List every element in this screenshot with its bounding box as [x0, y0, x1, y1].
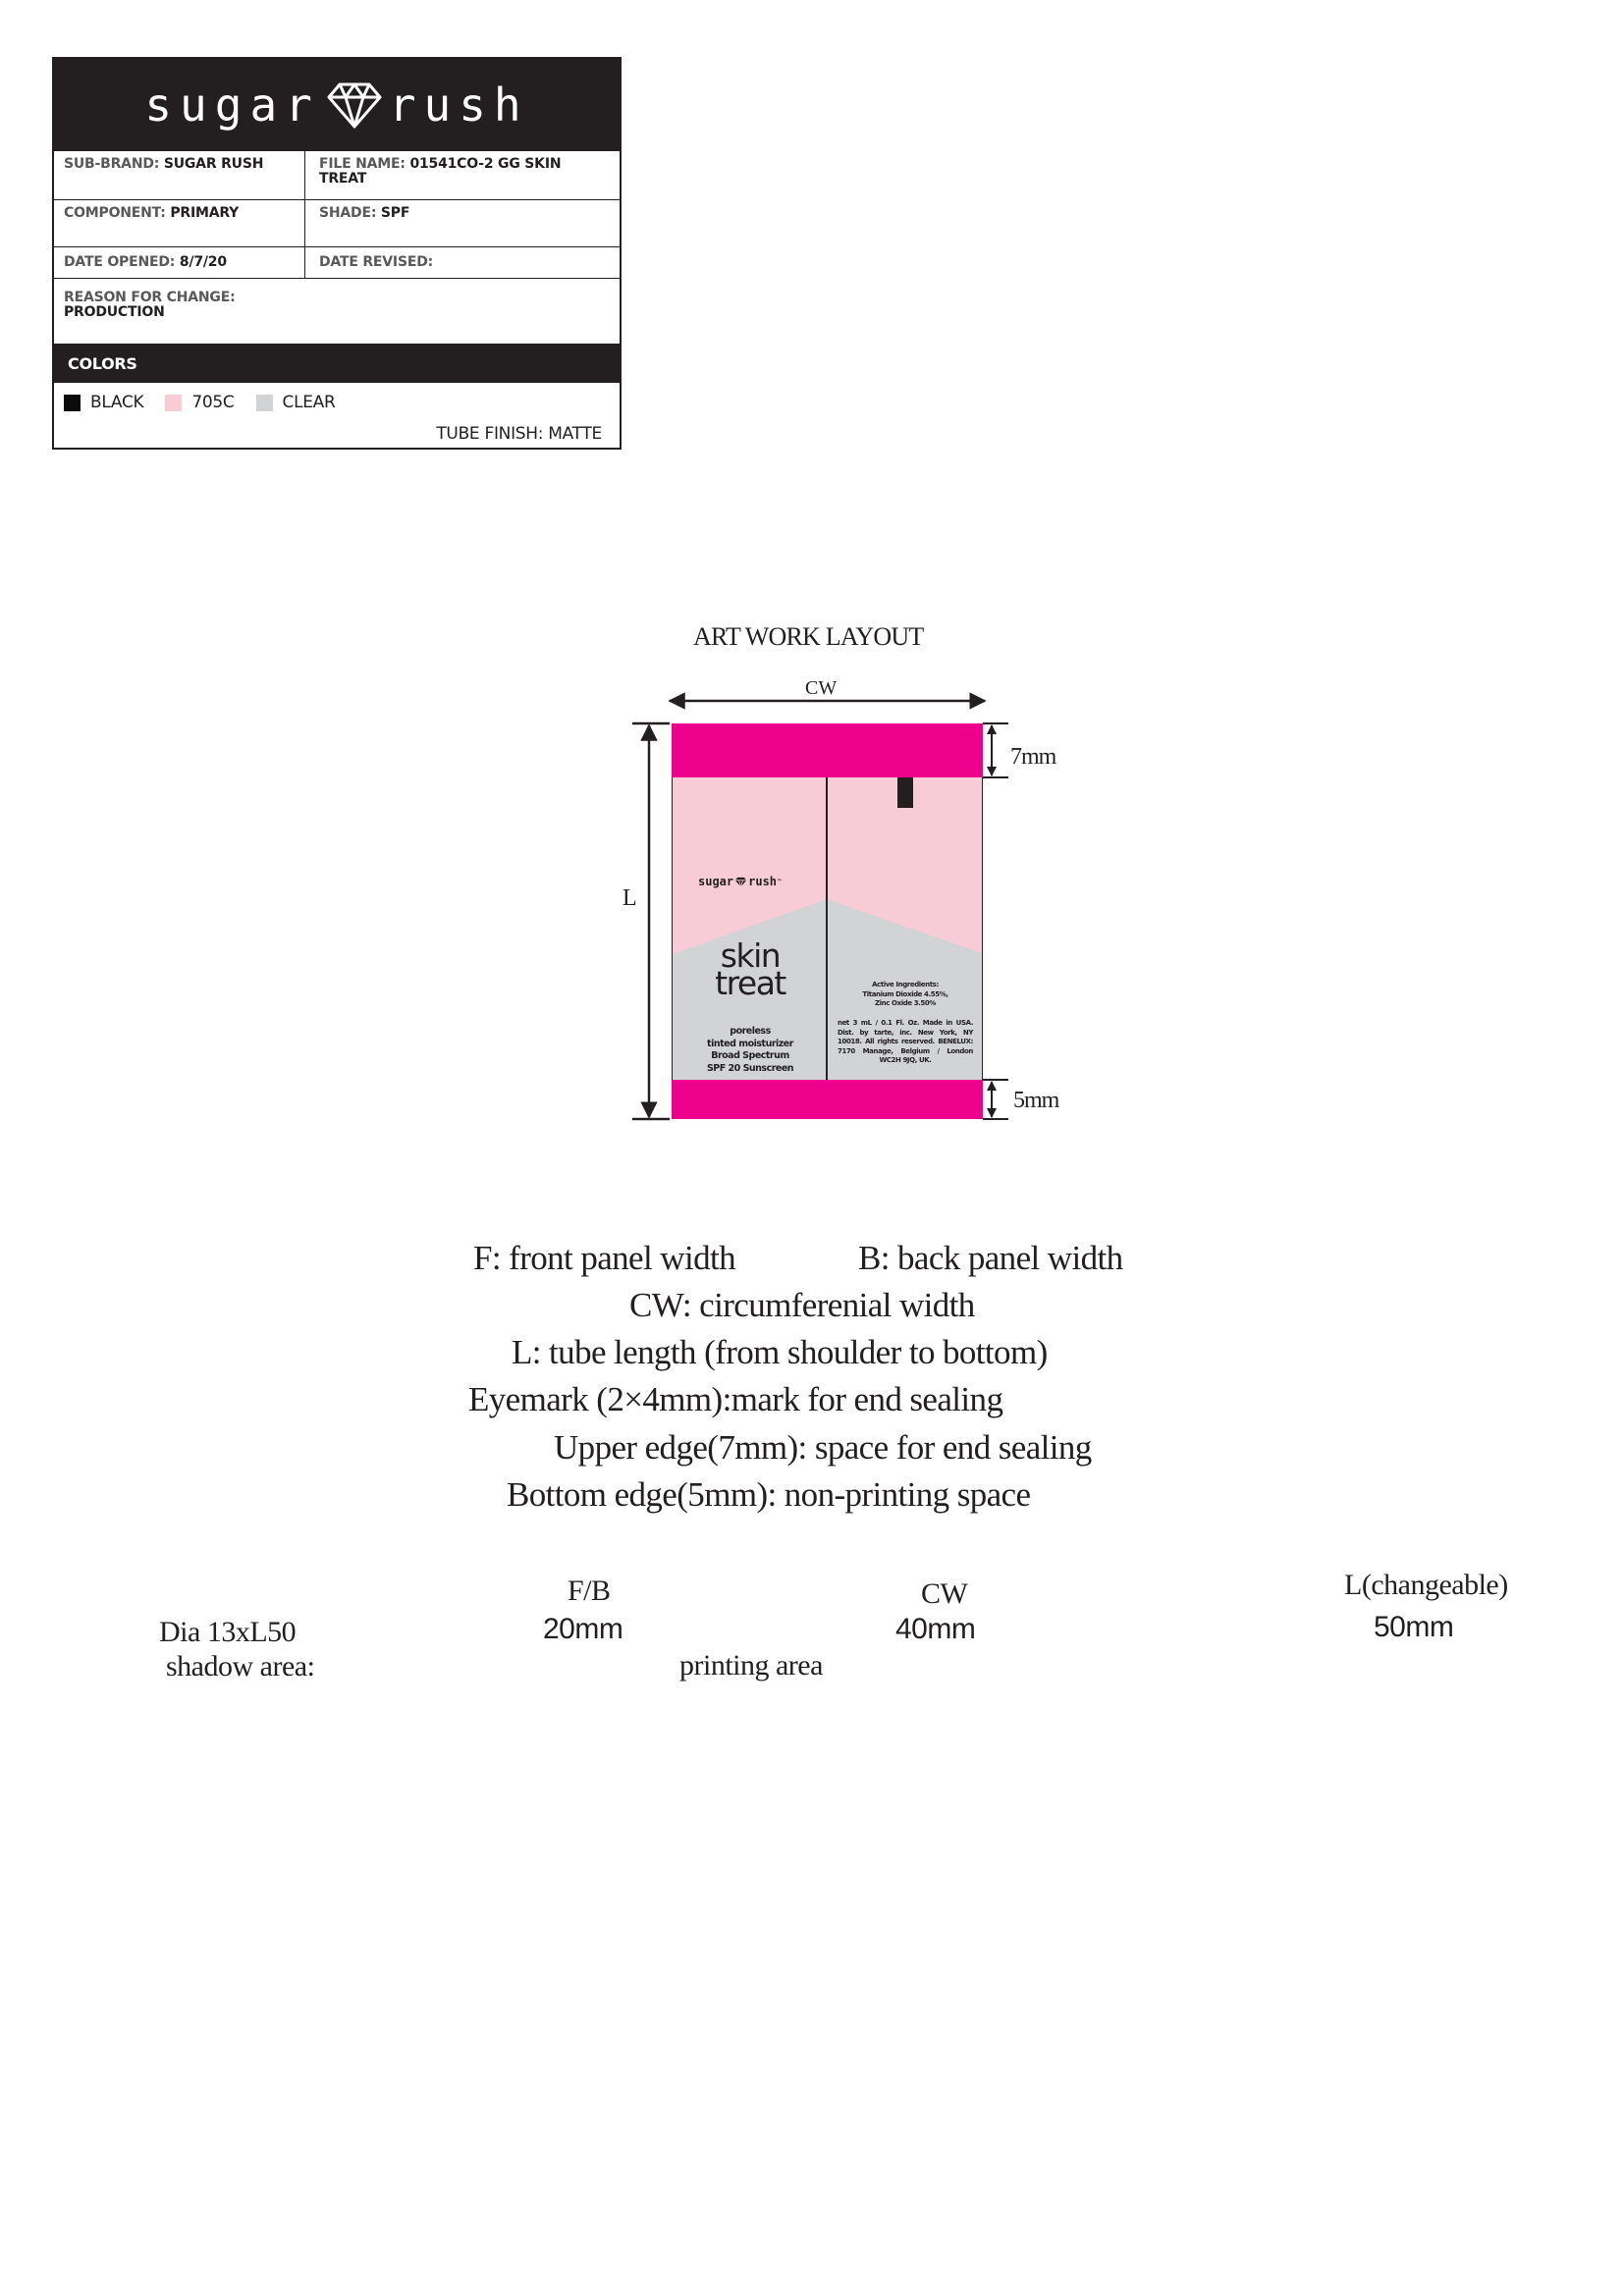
colors-heading: COLORS [54, 344, 620, 383]
color-name: 705C [191, 393, 235, 412]
legend-front-width: F: front panel width [473, 1239, 735, 1277]
file-name-field [305, 151, 620, 199]
bottom-edge-band [672, 1080, 983, 1119]
upper-edge-band [672, 723, 983, 777]
brand-banner [54, 59, 620, 151]
diamond-icon [326, 80, 383, 130]
product-name-line2: treat [715, 964, 785, 1002]
tube-artwork [672, 723, 983, 1119]
color-name: CLEAR [282, 393, 336, 412]
spec-row [54, 247, 620, 279]
component-field [54, 200, 305, 246]
active-line: Zinc Oxide 3.50% [875, 999, 936, 1007]
eyemark [897, 777, 913, 808]
sub-brand-field [54, 151, 305, 199]
active-line: Active Ingredients: [872, 981, 939, 988]
cw-spec-label: CW [921, 1577, 968, 1610]
active-ingredients [838, 981, 973, 1009]
brand-suffix: rush [388, 79, 529, 132]
desc-line: tinted moisturizer [707, 1038, 793, 1049]
sub-brand-value: SUGAR RUSH [163, 156, 264, 172]
front-brand-logo [698, 875, 782, 888]
brand-name: sugar [144, 79, 320, 132]
cw-dimension-label: CW [805, 677, 838, 699]
sub-brand-label: SUB-BRAND: [64, 156, 160, 172]
file-name-label: FILE NAME: [319, 156, 406, 172]
front-description [673, 1026, 828, 1075]
desc-line: Broad Spectrum [711, 1050, 789, 1061]
product-name [673, 936, 828, 1002]
tube-finish: TUBE FINISH: MATTE [436, 424, 602, 444]
spec-sheet [52, 57, 622, 450]
spec-row [54, 151, 620, 200]
artwork-title: ART WORK LAYOUT [693, 622, 924, 651]
fb-label: F/B [568, 1575, 611, 1607]
legend-length: L: tube length (from shoulder to bottom) [512, 1333, 1048, 1371]
printing-area-label: printing area [679, 1649, 823, 1682]
date-opened-label: DATE OPENED: [64, 254, 176, 270]
component-value: PRIMARY [170, 205, 240, 221]
trademark: ™ [778, 878, 782, 885]
legend-cw: CW: circumferenial width [629, 1286, 975, 1324]
spec-row [54, 279, 620, 344]
active-line: Titanium Dioxide 4.55%, [862, 989, 948, 998]
color-swatch-clear [256, 395, 273, 411]
date-revised-field [305, 247, 620, 278]
l-spec-label: L(changeable) [1344, 1569, 1508, 1601]
color-swatches [64, 393, 357, 412]
shade-value: SPF [380, 205, 410, 221]
product-name-line1: skin [720, 936, 781, 975]
date-opened-value: 8/7/20 [179, 254, 227, 270]
tube-size: Dia 13xL50 [159, 1616, 297, 1648]
reason-label: REASON FOR CHANGE: [64, 290, 236, 305]
front-brand-suffix: rush [748, 875, 778, 888]
legend-back-width: B: back panel width [858, 1239, 1123, 1277]
brand-logo [144, 79, 528, 132]
color-swatch-705c [165, 395, 182, 411]
desc-line: SPF 20 Sunscreen [706, 1062, 794, 1074]
fb-value: 20mm [543, 1613, 623, 1645]
legal-text: net 3 mL / 0.1 Fl. Oz. Made in USA. Dist. by tarte, inc. New York, NY 10018. All rights reserved. BENELUX: 7170 Manage, Belgium / London WC2H 9JQ, UK. [838, 1019, 973, 1064]
legend-bottom-edge: Bottom edge(5mm): non-printing space [507, 1475, 1031, 1514]
upper-edge-dimension: 7mm [1010, 744, 1056, 770]
reason-field [54, 279, 244, 344]
front-brand-name: sugar [698, 875, 734, 888]
date-opened-field [54, 247, 305, 278]
spec-row [54, 200, 620, 247]
legend-upper-edge: Upper edge(7mm): space for end sealing [554, 1428, 1092, 1467]
length-dimension-label: L [623, 885, 637, 911]
l-spec-value: 50mm [1374, 1611, 1454, 1643]
diamond-icon [734, 877, 747, 887]
desc-line: poreless [730, 1026, 771, 1037]
shade-label: SHADE: [319, 205, 377, 221]
bottom-edge-dimension: 5mm [1013, 1088, 1059, 1113]
length-arrow [632, 723, 670, 1119]
component-label: COMPONENT: [64, 205, 166, 221]
bottom-edge-arrow [983, 1080, 1008, 1119]
shadow-area-label: shadow area: [166, 1650, 315, 1682]
cw-spec-value: 40mm [895, 1613, 976, 1645]
color-swatch-black [64, 395, 81, 411]
legend-eyemark: Eyemark (2×4mm):mark for end sealing [468, 1380, 1003, 1418]
file-name-value: 01541CO-2 GG SKIN TREAT [319, 156, 562, 187]
color-name: BLACK [90, 393, 144, 412]
reason-value: PRODUCTION [64, 304, 165, 320]
shade-field [305, 200, 620, 246]
printing-area [672, 777, 983, 1080]
date-revised-label: DATE REVISED: [319, 254, 434, 270]
upper-edge-arrow [983, 723, 1008, 777]
